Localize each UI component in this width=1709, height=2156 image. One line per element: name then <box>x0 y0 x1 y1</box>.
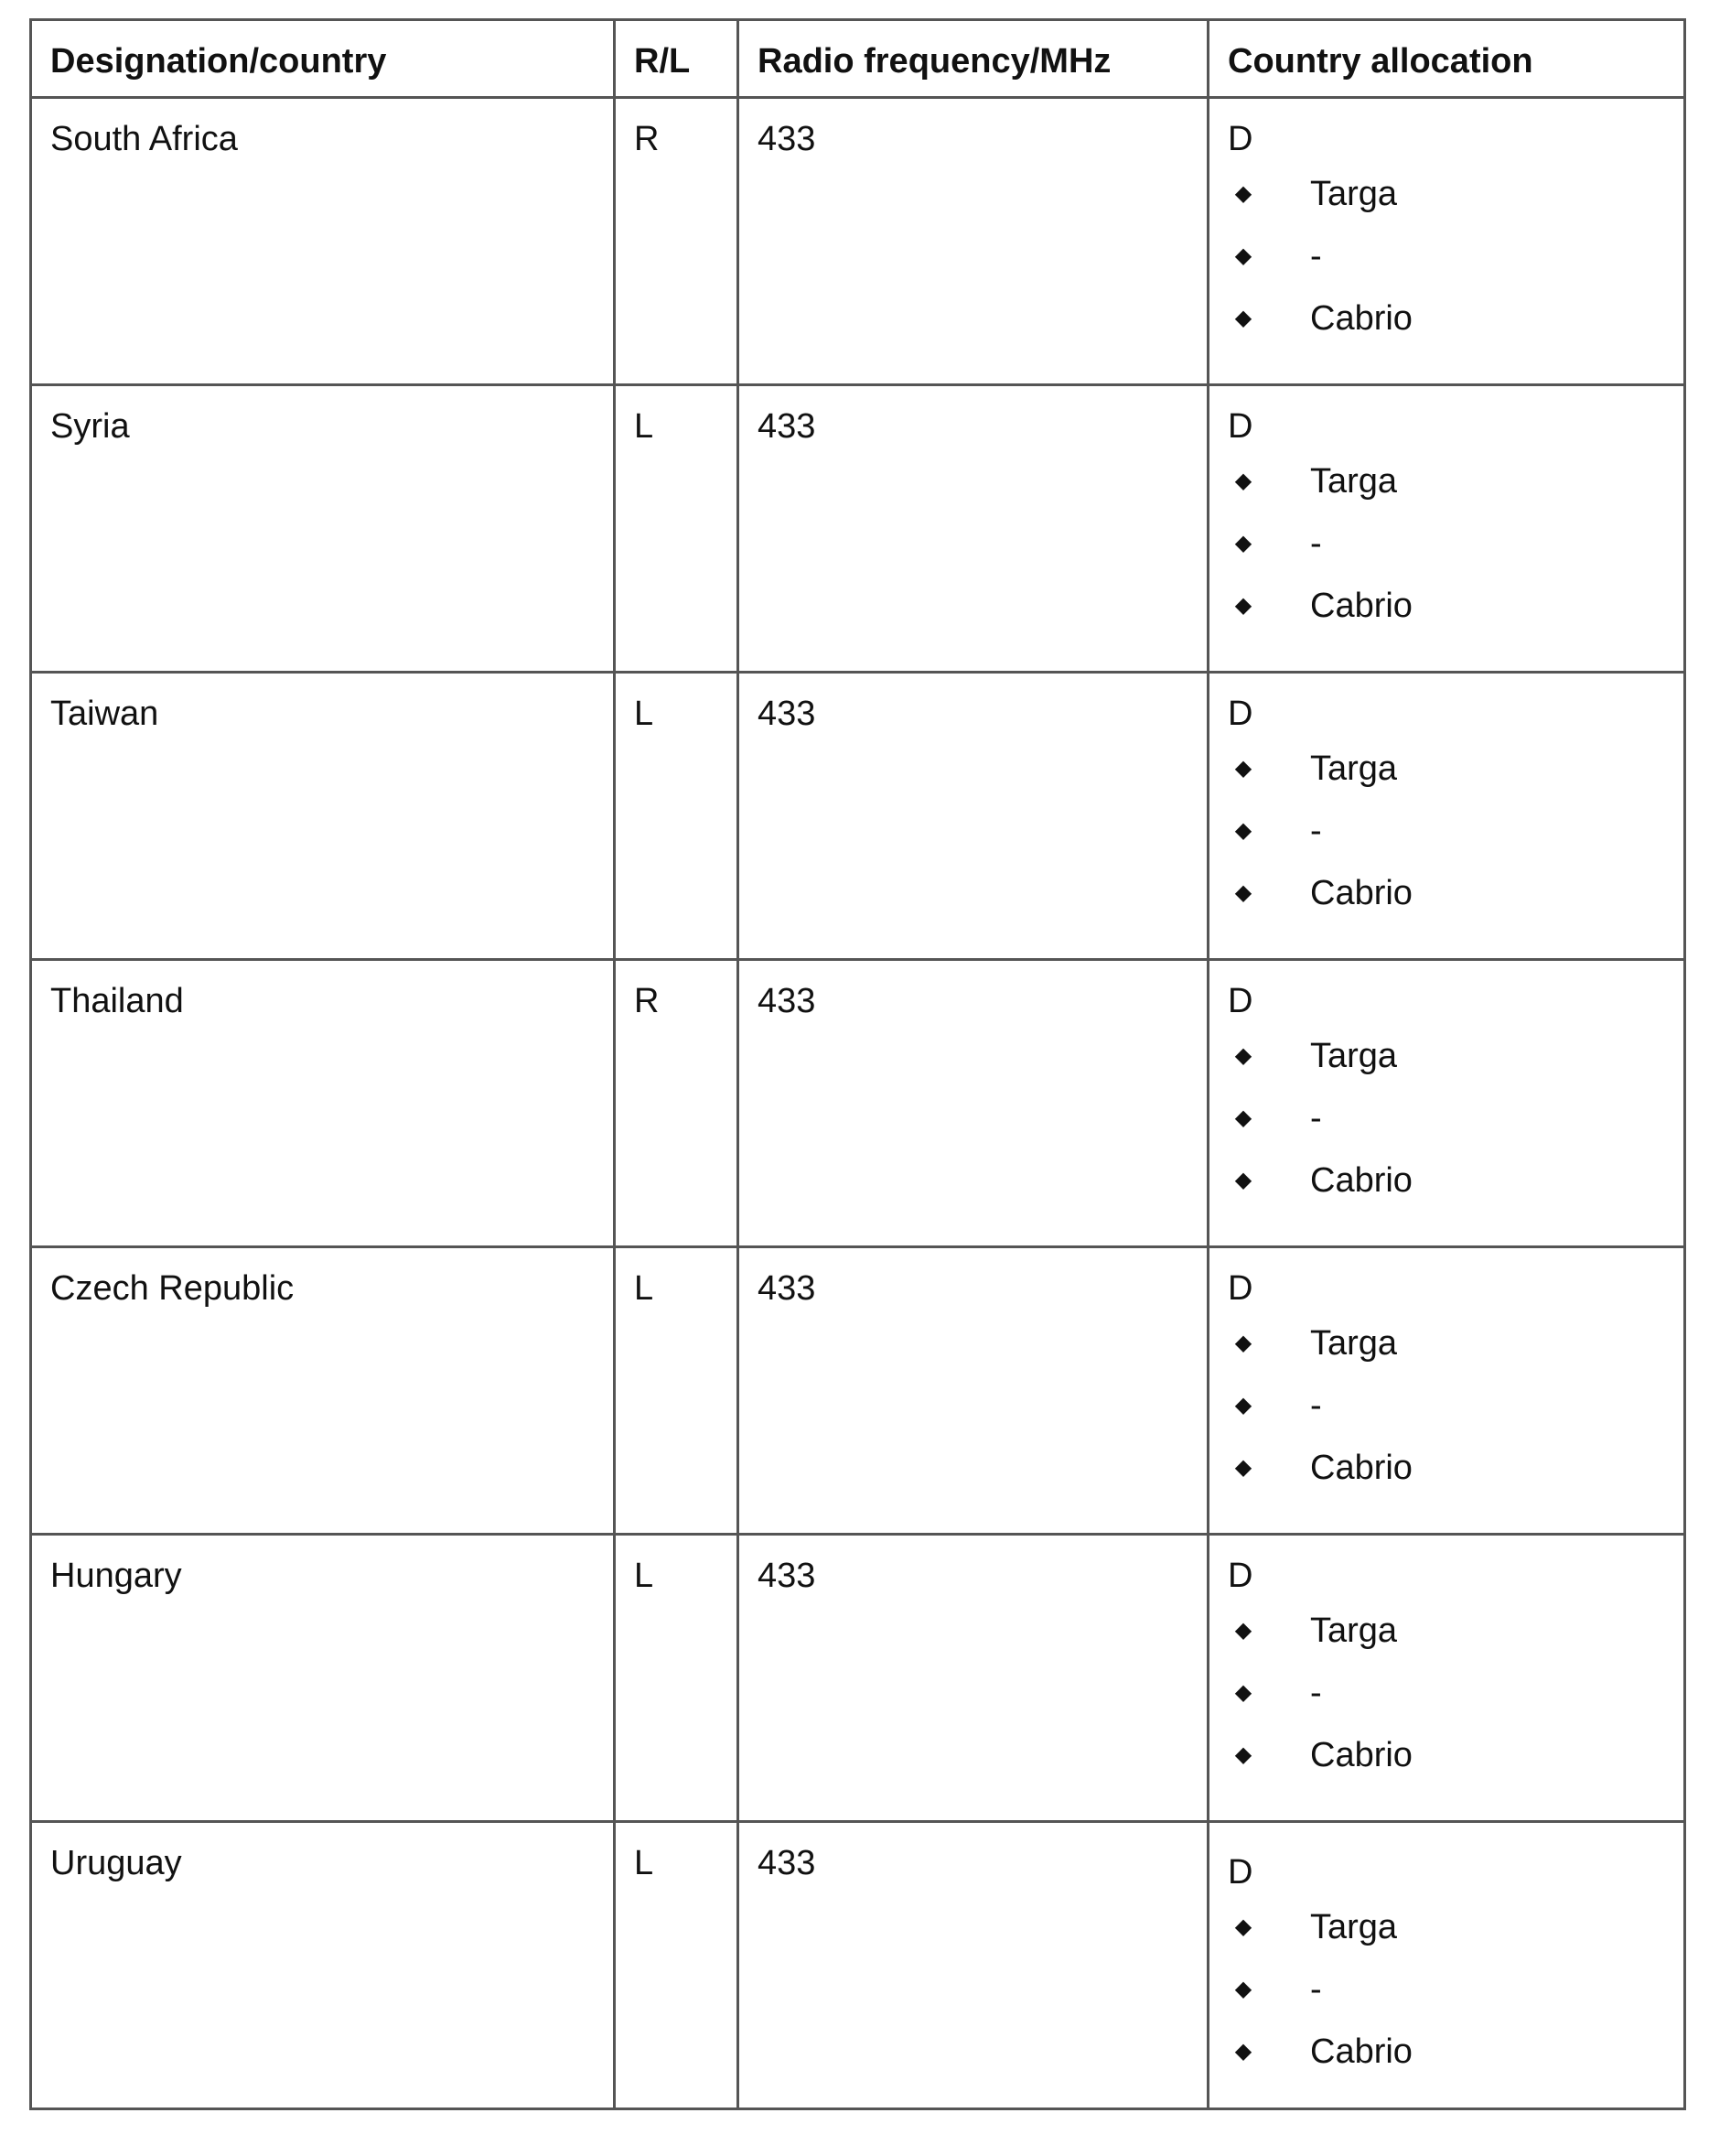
diamond-bullet-icon: ◆ <box>1234 593 1252 618</box>
cell-frequency: 433 <box>738 1535 1209 1822</box>
cell-rl: L <box>615 1822 738 2109</box>
diamond-bullet-icon: ◆ <box>1234 2039 1252 2064</box>
list-item <box>1228 2021 1683 2083</box>
list-item-label: Cabrio <box>1310 1448 1413 1487</box>
allocation-list <box>1228 738 1683 924</box>
table-row <box>31 1822 1685 2109</box>
cell-allocation <box>1209 1822 1685 2109</box>
table-row <box>31 1535 1685 1822</box>
list-item <box>1228 1724 1683 1786</box>
cell-country: Syria <box>31 385 615 673</box>
list-item <box>1228 512 1683 575</box>
list-item <box>1228 225 1683 287</box>
diamond-bullet-icon: ◆ <box>1234 1914 1252 1939</box>
table-header-row <box>31 20 1685 98</box>
cell-allocation <box>1209 673 1685 960</box>
list-item-label: - <box>1310 1673 1322 1712</box>
list-item-label: - <box>1310 811 1322 850</box>
cell-rl: R <box>615 960 738 1247</box>
header-rl: R/L <box>615 20 738 98</box>
list-item <box>1228 163 1683 225</box>
diamond-bullet-icon: ◆ <box>1234 1742 1252 1767</box>
allocation-list <box>1228 450 1683 637</box>
allocation-list <box>1228 1896 1683 2083</box>
allocation-code: D <box>1228 1269 1253 1308</box>
list-item <box>1228 1087 1683 1149</box>
diamond-bullet-icon: ◆ <box>1234 181 1252 206</box>
cell-rl: L <box>615 673 738 960</box>
list-item-label: Cabrio <box>1310 1735 1413 1774</box>
list-item-label: Targa <box>1310 1611 1398 1650</box>
country-allocation-table <box>29 18 1686 2110</box>
diamond-bullet-icon: ◆ <box>1234 1680 1252 1705</box>
list-item-label: Cabrio <box>1310 2032 1413 2071</box>
allocation-code: D <box>1228 1557 1253 1595</box>
list-item-label: - <box>1310 236 1322 275</box>
table-row <box>31 385 1685 673</box>
diamond-bullet-icon: ◆ <box>1234 1043 1252 1068</box>
list-item-label: Targa <box>1310 1907 1398 1946</box>
allocation-code: D <box>1228 1853 1253 1892</box>
allocation-code: D <box>1228 695 1253 733</box>
list-item <box>1228 800 1683 862</box>
cell-country: Uruguay <box>31 1822 615 2109</box>
cell-frequency: 433 <box>738 960 1209 1247</box>
cell-allocation <box>1209 1247 1685 1535</box>
cell-rl: L <box>615 385 738 673</box>
list-item-label: - <box>1310 1969 1322 2009</box>
diamond-bullet-icon: ◆ <box>1234 531 1252 555</box>
list-item-label: - <box>1310 523 1322 563</box>
table-row <box>31 960 1685 1247</box>
cell-allocation <box>1209 960 1685 1247</box>
cell-frequency: 433 <box>738 1247 1209 1535</box>
cell-country: Thailand <box>31 960 615 1247</box>
allocation-list <box>1228 1600 1683 1786</box>
cell-rl: L <box>615 1535 738 1822</box>
list-item <box>1228 450 1683 512</box>
list-item <box>1228 1600 1683 1662</box>
cell-frequency: 433 <box>738 98 1209 385</box>
diamond-bullet-icon: ◆ <box>1234 306 1252 330</box>
allocation-code: D <box>1228 407 1253 446</box>
list-item <box>1228 1374 1683 1437</box>
cell-country: Taiwan <box>31 673 615 960</box>
list-item-label: Targa <box>1310 1036 1398 1075</box>
allocation-list <box>1228 1025 1683 1212</box>
allocation-code: D <box>1228 120 1253 158</box>
diamond-bullet-icon: ◆ <box>1234 1105 1252 1130</box>
cell-country: Hungary <box>31 1535 615 1822</box>
table-row <box>31 1247 1685 1535</box>
diamond-bullet-icon: ◆ <box>1234 1331 1252 1355</box>
cell-allocation <box>1209 1535 1685 1822</box>
list-item <box>1228 1312 1683 1374</box>
list-item-label: Targa <box>1310 461 1398 501</box>
cell-frequency: 433 <box>738 1822 1209 2109</box>
list-item-label: Cabrio <box>1310 873 1413 912</box>
cell-country: South Africa <box>31 98 615 385</box>
allocation-code: D <box>1228 982 1253 1020</box>
cell-allocation <box>1209 385 1685 673</box>
cell-country: Czech Republic <box>31 1247 615 1535</box>
diamond-bullet-icon: ◆ <box>1234 1168 1252 1192</box>
cell-frequency: 433 <box>738 673 1209 960</box>
cell-allocation <box>1209 98 1685 385</box>
list-item <box>1228 738 1683 800</box>
allocation-list <box>1228 163 1683 350</box>
diamond-bullet-icon: ◆ <box>1234 756 1252 781</box>
list-item-label: Targa <box>1310 174 1398 213</box>
allocation-list <box>1228 1312 1683 1499</box>
table-row <box>31 98 1685 385</box>
header-allocation: Country allocation <box>1209 20 1685 98</box>
cell-rl: R <box>615 98 738 385</box>
list-item <box>1228 1958 1683 2021</box>
diamond-bullet-icon: ◆ <box>1234 243 1252 268</box>
list-item <box>1228 1662 1683 1724</box>
list-item-label: Targa <box>1310 1323 1398 1363</box>
list-item-label: Cabrio <box>1310 1160 1413 1200</box>
list-item <box>1228 1896 1683 1958</box>
list-item-label: - <box>1310 1098 1322 1137</box>
header-designation: Designation/country <box>31 20 615 98</box>
list-item <box>1228 1437 1683 1499</box>
diamond-bullet-icon: ◆ <box>1234 1618 1252 1643</box>
list-item <box>1228 1025 1683 1087</box>
diamond-bullet-icon: ◆ <box>1234 1455 1252 1480</box>
diamond-bullet-icon: ◆ <box>1234 1977 1252 2001</box>
header-frequency: Radio frequency/MHz <box>738 20 1209 98</box>
table-row <box>31 673 1685 960</box>
diamond-bullet-icon: ◆ <box>1234 1393 1252 1418</box>
list-item-label: Targa <box>1310 749 1398 788</box>
cell-frequency: 433 <box>738 385 1209 673</box>
list-item <box>1228 575 1683 637</box>
list-item-label: Cabrio <box>1310 298 1413 338</box>
cell-rl: L <box>615 1247 738 1535</box>
list-item-label: Cabrio <box>1310 586 1413 625</box>
diamond-bullet-icon: ◆ <box>1234 818 1252 843</box>
list-item <box>1228 287 1683 350</box>
diamond-bullet-icon: ◆ <box>1234 469 1252 493</box>
diamond-bullet-icon: ◆ <box>1234 880 1252 905</box>
list-item-label: - <box>1310 1385 1322 1425</box>
list-item <box>1228 1149 1683 1212</box>
list-item <box>1228 862 1683 924</box>
